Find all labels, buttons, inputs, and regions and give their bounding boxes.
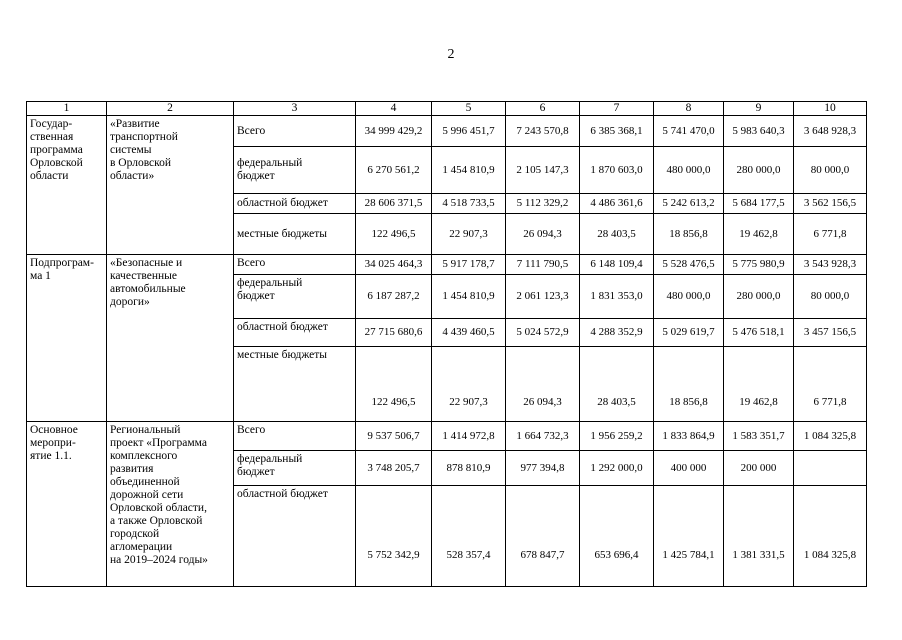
page-number: 2 [447,47,455,62]
program-level-cell: Подпрограм- ма 1 [27,255,107,422]
amount-cell: 1 454 810,9 [432,275,506,319]
amount-cell: 18 856,8 [654,347,724,422]
amount-cell: 6 270 561,2 [356,147,432,194]
amount-cell: 122 496,5 [356,347,432,422]
funding-source-cell: Всего [234,255,356,275]
table-row [27,422,867,451]
funding-source-cell: областной бюджет [234,194,356,214]
funding-source-cell: федеральный бюджет [234,147,356,194]
amount-cell: 5 684 177,5 [724,194,794,214]
amount-cell: 9 537 506,7 [356,422,432,451]
amount-cell: 2 105 147,3 [506,147,580,194]
program-name-cell: «Развитие транспортной системы в Орловской области» [107,116,234,255]
amount-cell: 4 288 352,9 [580,319,654,347]
amount-cell: 5 996 451,7 [432,116,506,147]
amount-cell: 7 111 790,5 [506,255,580,275]
amount-cell: 1 292 000,0 [580,451,654,486]
amount-cell: 3 543 928,3 [794,255,867,275]
amount-cell: 1 870 603,0 [580,147,654,194]
amount-cell: 5 741 470,0 [654,116,724,147]
amount-cell: 3 648 928,3 [794,116,867,147]
amount-cell: 3 748 205,7 [356,451,432,486]
amount-cell: 28 403,5 [580,214,654,255]
funding-source-cell: областной бюджет [234,486,356,587]
amount-cell: 653 696,4 [580,486,654,587]
column-header: 9 [724,102,794,116]
amount-cell: 19 462,8 [724,347,794,422]
amount-cell: 122 496,5 [356,214,432,255]
amount-cell: 19 462,8 [724,214,794,255]
amount-cell: 280 000,0 [724,275,794,319]
amount-cell: 280 000,0 [724,147,794,194]
funding-source-cell: Всего [234,116,356,147]
column-header: 3 [234,102,356,116]
amount-cell: 878 810,9 [432,451,506,486]
amount-cell: 480 000,0 [654,147,724,194]
program-level-cell: Основное меропри- ятие 1.1. [27,422,107,587]
amount-cell: 480 000,0 [654,275,724,319]
amount-cell: 6 771,8 [794,347,867,422]
amount-cell: 4 486 361,6 [580,194,654,214]
amount-cell: 26 094,3 [506,214,580,255]
column-header: 5 [432,102,506,116]
amount-cell: 200 000 [724,451,794,486]
amount-cell: 27 715 680,6 [356,319,432,347]
amount-cell: 977 394,8 [506,451,580,486]
amount-cell: 1 084 325,8 [794,422,867,451]
column-number-row [27,102,867,116]
amount-cell: 7 243 570,8 [506,116,580,147]
amount-cell: 1 454 810,9 [432,147,506,194]
amount-cell: 80 000,0 [794,275,867,319]
amount-cell: 6 148 109,4 [580,255,654,275]
amount-cell: 4 439 460,5 [432,319,506,347]
funding-source-cell: местные бюджеты [234,214,356,255]
amount-cell: 22 907,3 [432,347,506,422]
amount-cell: 1 425 784,1 [654,486,724,587]
amount-cell: 528 357,4 [432,486,506,587]
amount-cell: 80 000,0 [794,147,867,194]
funding-source-cell: местные бюджеты [234,347,356,422]
amount-cell: 28 403,5 [580,347,654,422]
amount-cell: 1 084 325,8 [794,486,867,587]
amount-cell: 1 664 732,3 [506,422,580,451]
amount-cell: 18 856,8 [654,214,724,255]
amount-cell: 3 457 156,5 [794,319,867,347]
amount-cell: 5 112 329,2 [506,194,580,214]
funding-source-cell: федеральный бюджет [234,451,356,486]
amount-cell: 28 606 371,5 [356,194,432,214]
column-header: 8 [654,102,724,116]
amount-cell: 5 024 572,9 [506,319,580,347]
funding-source-cell: Всего [234,422,356,451]
table-row [27,255,867,275]
amount-cell: 34 025 464,3 [356,255,432,275]
amount-cell: 5 029 619,7 [654,319,724,347]
program-name-cell: Региональный проект «Программа комплексного развития объединенной дорожной сети Орловской области, а также Орловской городской агломерации на 2019–2024 годы» [107,422,234,587]
amount-cell: 400 000 [654,451,724,486]
amount-cell: 1 956 259,2 [580,422,654,451]
amount-cell: 1 414 972,8 [432,422,506,451]
amount-cell: 678 847,7 [506,486,580,587]
amount-cell: 1 831 353,0 [580,275,654,319]
amount-cell: 5 242 613,2 [654,194,724,214]
amount-cell: 6 187 287,2 [356,275,432,319]
amount-cell: 5 528 476,5 [654,255,724,275]
amount-cell: 2 061 123,3 [506,275,580,319]
amount-cell: 4 518 733,5 [432,194,506,214]
amount-cell: 5 752 342,9 [356,486,432,587]
table-row [27,116,867,147]
amount-cell [794,451,867,486]
budget-table [26,101,867,587]
column-header: 2 [107,102,234,116]
amount-cell: 6 771,8 [794,214,867,255]
amount-cell: 5 983 640,3 [724,116,794,147]
column-header: 10 [794,102,867,116]
column-header: 7 [580,102,654,116]
amount-cell: 5 775 980,9 [724,255,794,275]
column-header: 4 [356,102,432,116]
program-name-cell: «Безопасные и качественные автомобильные дороги» [107,255,234,422]
amount-cell: 22 907,3 [432,214,506,255]
amount-cell: 3 562 156,5 [794,194,867,214]
amount-cell: 1 583 351,7 [724,422,794,451]
program-level-cell: Государ- ственная программа Орловской области [27,116,107,255]
amount-cell: 5 917 178,7 [432,255,506,275]
amount-cell: 5 476 518,1 [724,319,794,347]
funding-source-cell: федеральный бюджет [234,275,356,319]
funding-source-cell: областной бюджет [234,319,356,347]
amount-cell: 6 385 368,1 [580,116,654,147]
amount-cell: 26 094,3 [506,347,580,422]
column-header: 6 [506,102,580,116]
column-header: 1 [27,102,107,116]
amount-cell: 34 999 429,2 [356,116,432,147]
amount-cell: 1 381 331,5 [724,486,794,587]
amount-cell: 1 833 864,9 [654,422,724,451]
